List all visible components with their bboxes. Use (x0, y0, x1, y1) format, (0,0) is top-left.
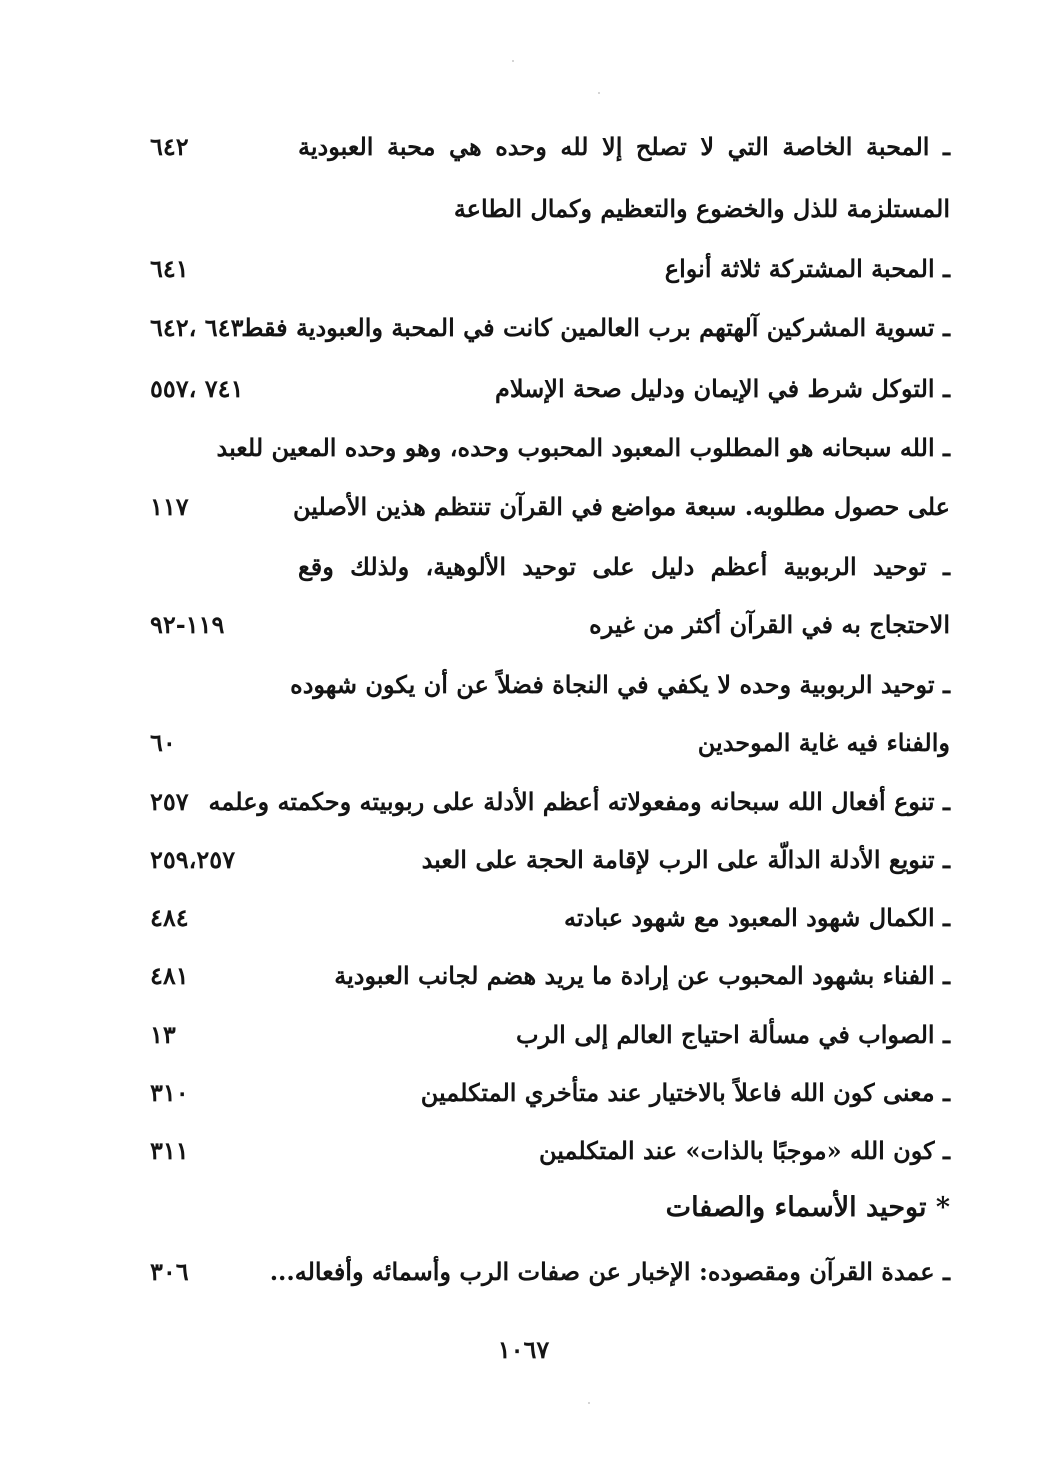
entry-text: والفناء فيه غاية الموحدين (697, 728, 950, 757)
entry-page-ref: ٢٥٩،٢٥٧ (150, 845, 236, 874)
entry-text: ـ معنى كون الله فاعلاً بالاختيار عند متأخري المتكلمين (420, 1078, 950, 1107)
entry-text: ـ الفناء بشهود المحبوب عن إرادة ما يريد هضم لجانب العبودية (334, 961, 950, 990)
section-heading-text: * توحيد الأسماء والصفات (665, 1192, 950, 1223)
entry-text: ـ عمدة القرآن ومقصوده: الإخبار عن صفات الرب وأسمائه وأفعاله... (269, 1257, 950, 1286)
index-entry (150, 127, 950, 167)
entry-text: ـ المحبة المشتركة ثلاثة أنواع (664, 254, 950, 283)
index-entry (150, 782, 950, 822)
index-entry (150, 898, 950, 938)
index-entry (150, 956, 950, 996)
entry-text: ـ توحيد الربوبية أعظم دليل على توحيد الألوهية، ولذلك وقع (298, 552, 950, 581)
scan-speck (588, 1402, 590, 1404)
entry-page-ref: ٤٨١ (150, 961, 189, 990)
entry-page-ref: ٦٤٢ (150, 132, 189, 161)
scan-speck (598, 92, 600, 94)
entry-text: ـ كون الله «موجبًا بالذات» عند المتكلمين (538, 1136, 950, 1165)
entry-text: ـ تنويع الأدلة الدالّة على الرب لإقامة الحجة على العبد (421, 845, 950, 874)
index-entry (150, 1073, 950, 1113)
index-entry (150, 723, 950, 763)
index-entry (150, 487, 950, 527)
index-entry (150, 840, 950, 880)
entry-text: ـ الصواب في مسألة احتياج العالم إلى الرب (516, 1020, 950, 1049)
index-entry (150, 249, 950, 289)
entry-text: على حصول مطلوبه. سبعة مواضع في القرآن تنتظم هذين الأصلين (293, 492, 950, 521)
entry-page-ref: ١١٩-٩٢ (150, 610, 225, 639)
index-entry (150, 605, 950, 645)
entry-text: ـ الكمال شهود المعبود مع شهود عبادته (563, 903, 950, 932)
entry-page-ref: ٧٤١ ،٥٥٧ (150, 374, 244, 403)
entry-text: ـ التوكل شرط في الإيمان ودليل صحة الإسلام (494, 374, 950, 403)
entry-page-ref: ٢٥٧ (150, 787, 189, 816)
index-entry (150, 665, 950, 705)
entry-text: ـ المحبة الخاصة التي لا تصلح إلا لله وحده هي محبة العبودية (298, 132, 950, 161)
index-entry (150, 1252, 950, 1292)
entry-page-ref: ٣١٠ (150, 1078, 189, 1107)
index-entry (150, 308, 950, 348)
index-entry (150, 547, 950, 587)
entry-page-ref: ٣٠٦ (150, 1257, 189, 1286)
entry-text: الاحتجاج به في القرآن أكثر من غيره (589, 610, 950, 639)
index-entry (150, 189, 950, 229)
entry-text: ـ توحيد الربوبية وحده لا يكفي في النجاة فضلاً عن أن يكون شهوده (290, 670, 950, 699)
entry-page-ref: ٦٠ (150, 728, 176, 757)
entry-page-ref: ٦٤١ (150, 254, 189, 283)
index-entry (150, 1015, 950, 1055)
entry-page-ref: ٦٤٣ ،٦٤٢ (150, 313, 244, 342)
entry-page-ref: ١١٧ (150, 492, 189, 521)
index-entry (150, 369, 950, 409)
entry-text: ـ الله سبحانه هو المطلوب المعبود المحبوب وحده، وهو وحده المعين للعبد (216, 433, 950, 462)
entry-page-ref: ٣١١ (150, 1136, 189, 1165)
entry-text: ـ تنوع أفعال الله سبحانه ومفعولاته أعظم الأدلة على ربوبيته وحكمته وعلمه (208, 787, 950, 816)
entry-page-ref: ٤٨٤ (150, 903, 189, 932)
index-entry (150, 428, 950, 468)
page-number: ١٠٦٧ (497, 1335, 550, 1364)
entry-text: المستلزمة للذل والخضوع والتعظيم وكمال الطاعة (453, 194, 950, 223)
index-entry (150, 1131, 950, 1171)
section-heading (150, 1188, 950, 1228)
entry-text: ـ تسوية المشركين آلهتهم برب العالمين كانت في المحبة والعبودية فقط (241, 313, 950, 342)
entry-page-ref: ١٣ (150, 1020, 176, 1049)
scan-speck (512, 60, 514, 62)
